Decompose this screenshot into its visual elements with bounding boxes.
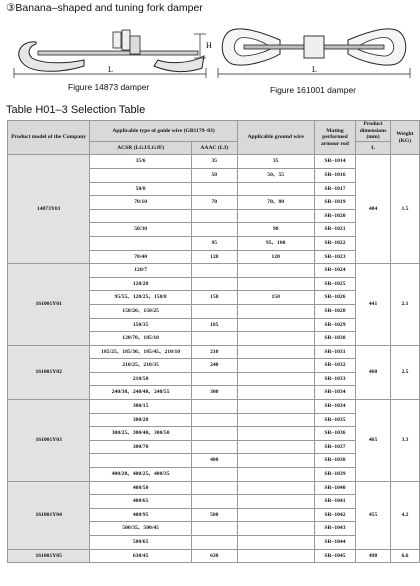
armour-rod-cell: SR–1036 (314, 427, 356, 441)
aaac-cell (191, 413, 237, 427)
acsr-cell: 400/65 (90, 495, 191, 509)
acsr-cell: 240/30、240/40、240/55 (90, 386, 191, 400)
aaac-cell (191, 372, 237, 386)
header-dimensions: Product dimensions (mm) (356, 121, 391, 142)
ground-wire-cell (237, 536, 314, 550)
aaac-cell (191, 536, 237, 550)
header-acsr: ACSR (LGJ/LGJF) (90, 141, 191, 155)
header-armour-rod: Mating performed armour rod (314, 121, 356, 155)
dimension-l-cell: 455 (356, 481, 391, 549)
ground-wire-cell (237, 264, 314, 278)
ground-wire-cell (237, 182, 314, 196)
armour-rod-cell: SR–1020 (314, 209, 356, 223)
acsr-cell: 500/35、500/45 (90, 522, 191, 536)
acsr-cell: 120/20 (90, 277, 191, 291)
ground-wire-cell (237, 332, 314, 346)
aaac-cell: 150 (191, 291, 237, 305)
ground-wire-cell (237, 454, 314, 468)
aaac-cell: 120 (191, 250, 237, 264)
armour-rod-cell: SR–1034 (314, 400, 356, 414)
dimension-l-cell: 460 (356, 345, 391, 399)
table-row (8, 481, 420, 495)
header-ground-wire: Applicable ground wire (237, 121, 314, 155)
weight-cell: 3.3 (390, 400, 419, 482)
acsr-cell: 150/20、150/25 (90, 304, 191, 318)
header-dimension-l: L (356, 141, 391, 155)
acsr-cell: 50/30 (90, 223, 191, 237)
ground-wire-cell (237, 508, 314, 522)
acsr-cell: 35/6 (90, 155, 191, 169)
armour-rod-cell: SR–1016 (314, 168, 356, 182)
armour-rod-cell: SR–1039 (314, 468, 356, 482)
product-model-cell: 14873Y01 (8, 155, 90, 264)
acsr-cell (90, 236, 191, 250)
acsr-cell: 120/7 (90, 264, 191, 278)
ground-wire-cell (237, 549, 314, 563)
aaac-cell: 210 (191, 345, 237, 359)
armour-rod-cell: SR–1025 (314, 277, 356, 291)
weight-cell: 4.2 (390, 481, 419, 549)
ground-wire-cell (237, 372, 314, 386)
dimension-l-cell: 465 (356, 400, 391, 482)
product-model-cell: 161001Y01 (8, 264, 90, 346)
acsr-cell: 150/35 (90, 318, 191, 332)
armour-rod-cell: SR–1034 (314, 386, 356, 400)
armour-rod-cell: SR–1032 (314, 359, 356, 373)
ground-wire-cell: 95、100 (237, 236, 314, 250)
acsr-cell: 400/20、400/25、400/35 (90, 468, 191, 482)
table-row (8, 345, 420, 359)
dimension-l-cell: 404 (356, 155, 391, 264)
acsr-cell: 400/50 (90, 481, 191, 495)
ground-wire-cell (237, 427, 314, 441)
section-heading: ③Banana–shaped and tuning fork damper (6, 2, 203, 14)
acsr-cell: 70/40 (90, 250, 191, 264)
ground-wire-cell (237, 468, 314, 482)
table-row (8, 155, 420, 169)
acsr-cell: 300/25、300/40、300/50 (90, 427, 191, 441)
ground-wire-cell (237, 522, 314, 536)
aaac-cell (191, 277, 237, 291)
product-model-cell: 161001Y02 (8, 345, 90, 399)
aaac-cell (191, 304, 237, 318)
armour-rod-cell: SR–1042 (314, 508, 356, 522)
armour-rod-cell: SR–1031 (314, 345, 356, 359)
armour-rod-cell: SR–1023 (314, 250, 356, 264)
armour-rod-cell: SR–1028 (314, 304, 356, 318)
ground-wire-cell (237, 413, 314, 427)
armour-rod-cell: SR–1043 (314, 522, 356, 536)
acsr-cell: 50/8 (90, 182, 191, 196)
dim-l-label: L (108, 65, 113, 74)
aaac-cell: 35 (191, 155, 237, 169)
ground-wire-cell (237, 400, 314, 414)
aaac-cell (191, 400, 237, 414)
header-aaac: AAAC (LJ) (191, 141, 237, 155)
weight-cell: 2.1 (390, 264, 419, 346)
weight-cell: 2.5 (390, 345, 419, 399)
aaac-cell: 240 (191, 359, 237, 373)
armour-rod-cell: SR–1014 (314, 155, 356, 169)
header-weight: Weight (KG) (390, 121, 419, 155)
aaac-cell (191, 468, 237, 482)
banana-damper-figure (8, 16, 213, 80)
aaac-cell: 185 (191, 318, 237, 332)
table-row (8, 264, 420, 278)
ground-wire-cell (237, 304, 314, 318)
dimension-l-cell: 498 (356, 549, 391, 563)
ground-wire-cell: 120 (237, 250, 314, 264)
header-model: Product model of the Company (8, 121, 90, 155)
figure-caption-161001: Figure 161001 damper (270, 85, 357, 95)
ground-wire-cell (237, 345, 314, 359)
table-row (8, 549, 420, 563)
armour-rod-cell: SR–1017 (314, 182, 356, 196)
acsr-cell: 500/65 (90, 536, 191, 550)
armour-rod-cell: SR–1044 (314, 536, 356, 550)
acsr-cell (90, 454, 191, 468)
dimension-l-cell: 441 (356, 264, 391, 346)
acsr-cell: 95/55、120/25、150/8 (90, 291, 191, 305)
aaac-cell: 95 (191, 236, 237, 250)
acsr-cell: 185/25、185/30、185/45、210/10 (90, 345, 191, 359)
ground-wire-cell (237, 440, 314, 454)
acsr-cell (90, 168, 191, 182)
aaac-cell: 630 (191, 549, 237, 563)
aaac-cell (191, 427, 237, 441)
armour-rod-cell: SR–1029 (314, 318, 356, 332)
armour-rod-cell: SR–1019 (314, 196, 356, 210)
acsr-cell: 300/15 (90, 400, 191, 414)
aaac-cell (191, 440, 237, 454)
aaac-cell: 400 (191, 454, 237, 468)
table-row (8, 400, 420, 414)
aaac-cell: 70 (191, 196, 237, 210)
aaac-cell: 500 (191, 508, 237, 522)
ground-wire-cell (237, 481, 314, 495)
aaac-cell (191, 522, 237, 536)
ground-wire-cell (237, 277, 314, 291)
dim-h-label: H (206, 41, 212, 50)
tuning-fork-damper-figure (214, 16, 414, 80)
armour-rod-cell: SR–1037 (314, 440, 356, 454)
aaac-cell (191, 264, 237, 278)
ground-wire-cell: 90 (237, 223, 314, 237)
ground-wire-cell (237, 495, 314, 509)
armour-rod-cell: SR–1035 (314, 413, 356, 427)
figure-caption-14873: Figure 14873 damper (68, 82, 150, 92)
ground-wire-cell: 70、80 (237, 196, 314, 210)
aaac-cell (191, 209, 237, 223)
acsr-cell: 120/70、185/10 (90, 332, 191, 346)
ground-wire-cell (237, 209, 314, 223)
weight-cell: 6.6 (390, 549, 419, 563)
acsr-cell: 300/20 (90, 413, 191, 427)
product-model-cell: 161001Y05 (8, 549, 90, 563)
aaac-cell: 300 (191, 386, 237, 400)
ground-wire-cell (237, 359, 314, 373)
aaac-cell (191, 182, 237, 196)
table-title: Table H01–3 Selection Table (6, 104, 146, 116)
armour-rod-cell: SR–1041 (314, 495, 356, 509)
acsr-cell: 400/95 (90, 508, 191, 522)
armour-rod-cell: SR–1030 (314, 332, 356, 346)
armour-rod-cell: SR–1040 (314, 481, 356, 495)
header-guide-wire: Applicable type of guide wire (GB1179–83) (90, 121, 237, 142)
aaac-cell (191, 495, 237, 509)
acsr-cell: 630/45 (90, 549, 191, 563)
aaac-cell (191, 481, 237, 495)
acsr-cell: 300/70 (90, 440, 191, 454)
product-model-cell: 161001Y03 (8, 400, 90, 482)
armour-rod-cell: SR–1045 (314, 549, 356, 563)
armour-rod-cell: SR–1033 (314, 372, 356, 386)
ground-wire-cell (237, 318, 314, 332)
armour-rod-cell: SR–1026 (314, 291, 356, 305)
armour-rod-cell: SR–1038 (314, 454, 356, 468)
acsr-cell: 70/10 (90, 196, 191, 210)
ground-wire-cell: 150 (237, 291, 314, 305)
armour-rod-cell: SR–1022 (314, 236, 356, 250)
weight-cell: 1.5 (390, 155, 419, 264)
aaac-cell (191, 332, 237, 346)
ground-wire-cell (237, 386, 314, 400)
selection-table (7, 120, 420, 563)
aaac-cell: 50 (191, 168, 237, 182)
product-model-cell: 161001Y04 (8, 481, 90, 549)
dim-l-label: L (312, 65, 317, 74)
ground-wire-cell: 50、55 (237, 168, 314, 182)
armour-rod-cell: SR–1024 (314, 264, 356, 278)
aaac-cell (191, 223, 237, 237)
ground-wire-cell: 35 (237, 155, 314, 169)
acsr-cell: 210/50 (90, 372, 191, 386)
armour-rod-cell: SR–1021 (314, 223, 356, 237)
acsr-cell: 210/25、210/35 (90, 359, 191, 373)
acsr-cell (90, 209, 191, 223)
